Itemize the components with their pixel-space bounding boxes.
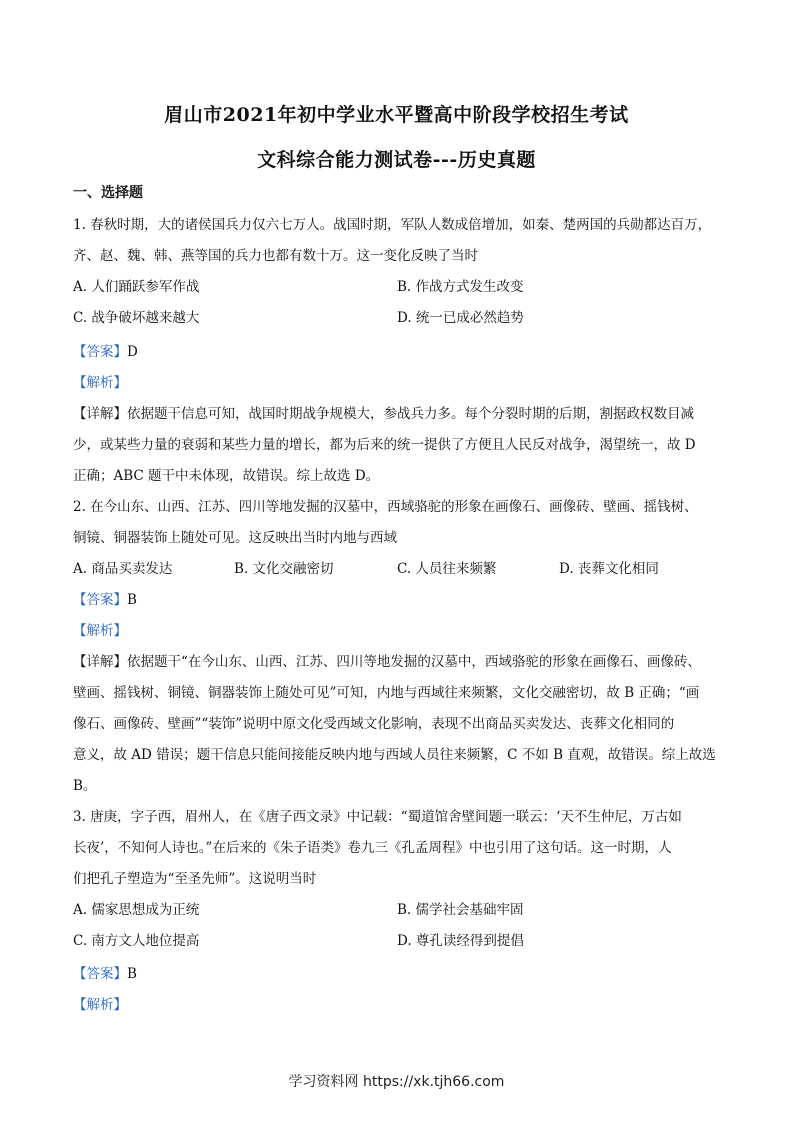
q2-option-c: C. 人员往来频繁 bbox=[397, 561, 497, 577]
q2-option-b: B. 文化交融密切 bbox=[234, 561, 334, 577]
q1-option-d: D. 统一已成必然趋势 bbox=[397, 310, 524, 326]
footer-watermark: 学习资料网 https://xk.tjh66.com bbox=[288, 1074, 505, 1090]
q2-detail-line5: B。 bbox=[73, 778, 97, 794]
answer-tag: 【答案】 bbox=[73, 344, 127, 360]
answer-value: B bbox=[127, 966, 137, 982]
q1-option-a: A. 人们踊跃参军作战 bbox=[73, 279, 200, 295]
q3-stem-line2: 长夜’，不知何人诗也。”在后来的《朱子语类》卷九三《孔孟周程》中也引用了这句话。这一时期，人 bbox=[73, 840, 672, 856]
answer-value: B bbox=[127, 592, 137, 608]
q1-stem-line2: 齐、赵、魏、韩、燕等国的兵力也都有数十万。这一变化反映了当时 bbox=[73, 248, 478, 264]
answer-tag: 【答案】 bbox=[73, 966, 127, 982]
section-heading: 一、选择题 bbox=[73, 185, 143, 201]
q3-analysis-tag: 【解析】 bbox=[73, 997, 127, 1013]
q3-option-d: D. 尊孔读经得到提倡 bbox=[397, 933, 524, 949]
q3-stem-line1: 3. 唐庚，字子西，眉州人，在《唐子西文录》中记载：“蜀道馆舍壁间题一联云：‘天不生仲尼，万古如 bbox=[73, 809, 682, 825]
q2-detail-line3: 像石、画像砖、壁画”“装饰”说明中原文化受西域文化影响，表现不出商品买卖发达、丧葬文化相同的 bbox=[73, 716, 675, 732]
q1-answer bbox=[73, 340, 723, 360]
q2-analysis-tag: 【解析】 bbox=[73, 623, 127, 639]
q2-stem-line2: 铜镜、铜器装饰上随处可见。这反映出当时内地与西域 bbox=[73, 530, 397, 546]
exam-title: 眉山市2021年初中学业水平暨高中阶段学校招生考试 bbox=[164, 104, 629, 126]
answer-tag: 【答案】 bbox=[73, 592, 127, 608]
q2-option-a: A. 商品买卖发达 bbox=[73, 561, 173, 577]
q1-detail-line1: 【详解】依据题干信息可知，战国时期战争规模大，参战兵力多。每个分裂时期的后期，割据政权数目减 bbox=[73, 406, 694, 422]
q1-stem-line1: 1. 春秋时期，大的诸侯国兵力仅六七万人。战国时期，军队人数成倍增加，如秦、楚两国的兵勋都达百万， bbox=[73, 217, 712, 233]
q2-detail-line1: 【详解】依据题干“在今山东、山西、江苏、四川等地发掘的汉墓中，西域骆驼的形象在画像石、画像砖、 bbox=[73, 654, 701, 670]
q2-detail-line2: 壁画、摇钱树、铜镜、铜器装饰上随处可见”可知，内地与西域往来频繁，文化交融密切，故 B 正确；“画 bbox=[73, 685, 700, 701]
q2-detail-line4: 意义，故 AD 错误；题干信息只能间接能反映内地与西域人员往来频繁，C 不如 B 直观，故错误。综上故选 bbox=[73, 747, 716, 763]
q1-option-c: C. 战争破坏越来越大 bbox=[73, 310, 200, 326]
q3-stem-line3: 们把孔子塑造为“至圣先师”。这说明当时 bbox=[73, 871, 317, 887]
q3-option-b: B. 儒学社会基础牢固 bbox=[397, 902, 524, 918]
q2-answer bbox=[73, 588, 723, 608]
exam-subtitle: 文科综合能力测试卷---历史真题 bbox=[257, 149, 536, 171]
q3-option-c: C. 南方文人地位提高 bbox=[73, 933, 200, 949]
q3-option-a: A. 儒家思想成为正统 bbox=[73, 902, 200, 918]
q2-stem-line1: 2. 在今山东、山西、江苏、四川等地发掘的汉墓中，西域骆驼的形象在画像石、画像砖、壁画、摇钱树、 bbox=[73, 499, 698, 515]
q3-answer bbox=[73, 962, 723, 982]
q1-analysis-tag: 【解析】 bbox=[73, 375, 127, 391]
q1-option-b: B. 作战方式发生改变 bbox=[397, 279, 524, 295]
q2-option-d: D. 丧葬文化相同 bbox=[559, 561, 659, 577]
q1-detail-line3: 正确；ABC 题干中未体现，故错误。综上故选 D。 bbox=[73, 468, 380, 484]
answer-value: D bbox=[127, 344, 138, 360]
q1-detail-line2: 少，或某些力量的衰弱和某些力量的增长，都为后来的统一提供了方便且人民反对战争，渴望统一，故 D bbox=[73, 437, 696, 453]
